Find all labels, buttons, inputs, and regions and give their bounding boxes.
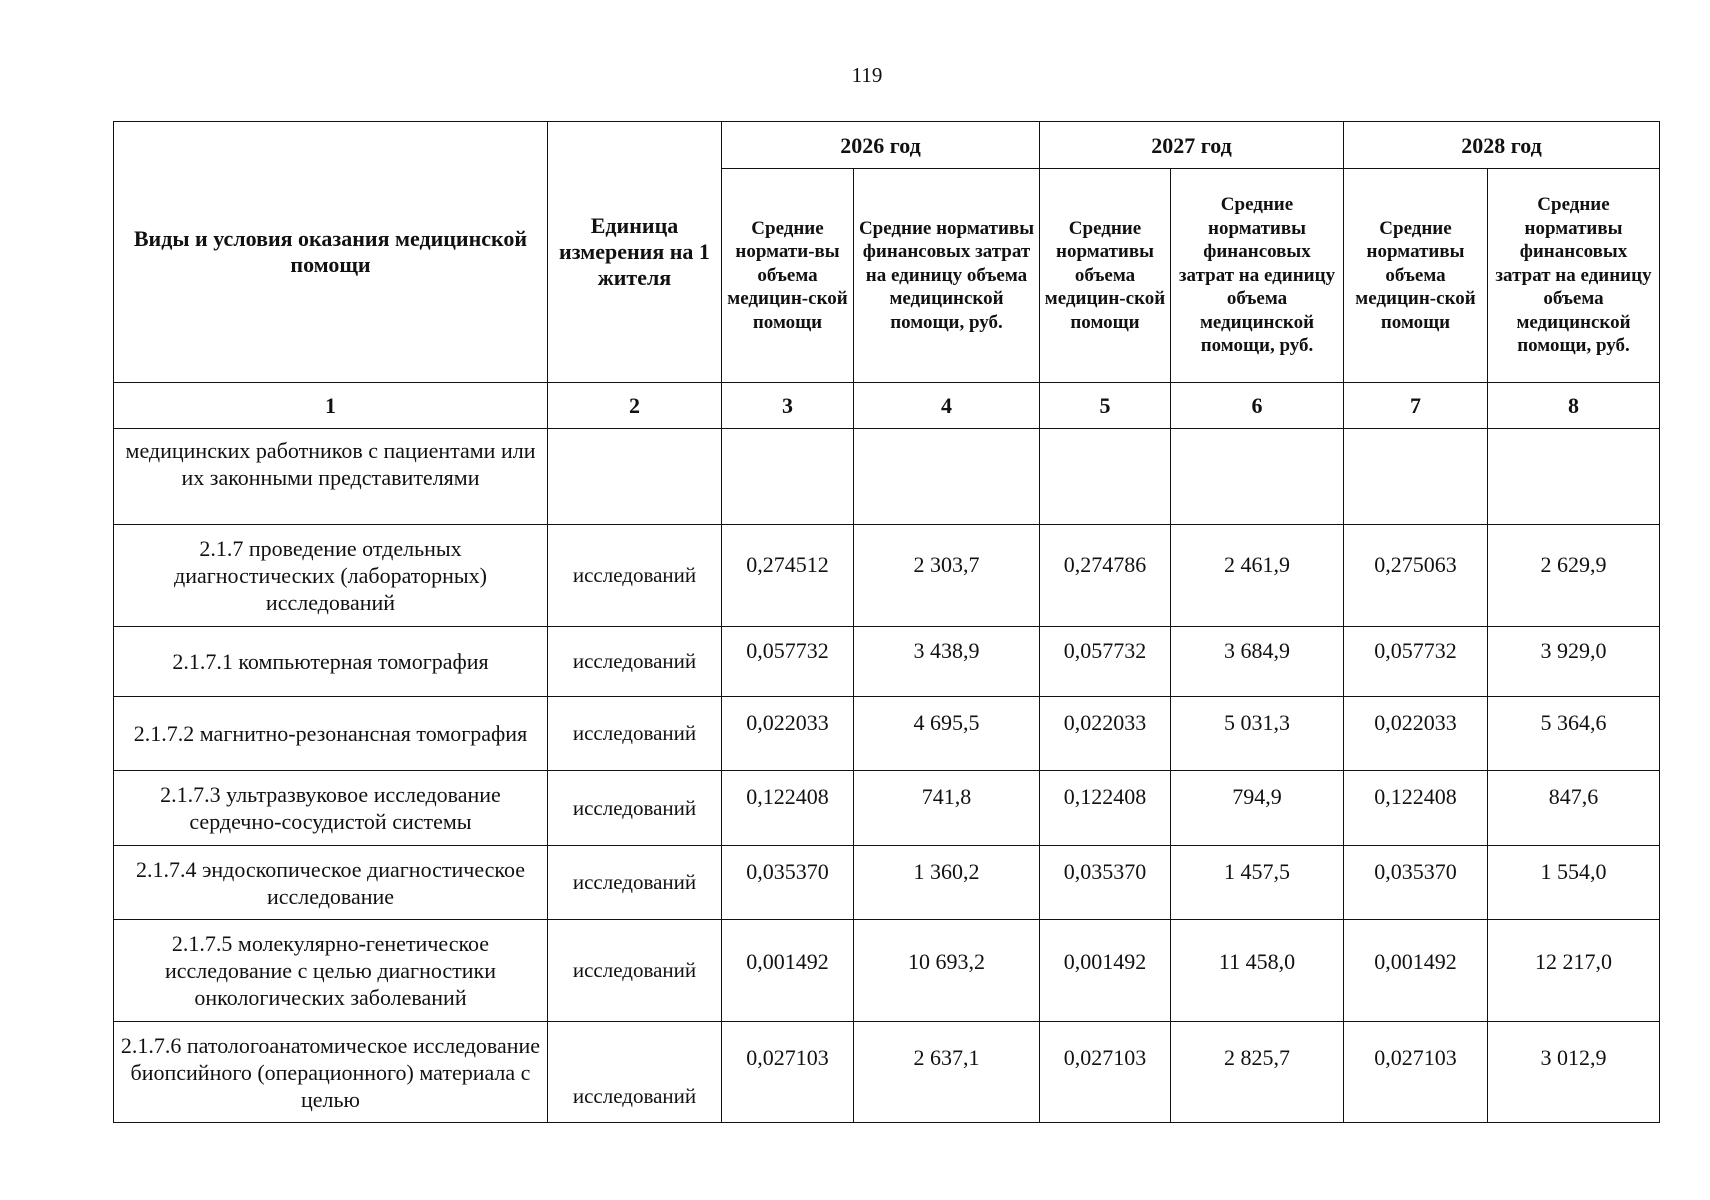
cell-volume-2028: 0,122408 [1344, 771, 1488, 846]
column-number: 5 [1040, 383, 1171, 429]
cell-cost-2028: 847,6 [1488, 771, 1660, 846]
cell-cost-2028: 12 217,0 [1488, 920, 1660, 1022]
row-label: 2.1.7 проведение отдельных диагностических (лабораторных) исследований [114, 525, 548, 627]
row-unit [548, 429, 722, 525]
cell-volume-2026: 0,274512 [722, 525, 854, 627]
header-kind: Виды и условия оказания медицинской помощи [114, 122, 548, 383]
table-row [114, 697, 1660, 771]
cell-cost-2027: 2 825,7 [1171, 1022, 1344, 1123]
table-row [114, 846, 1660, 920]
header-year-2027: 2027 год [1040, 122, 1344, 169]
cell-volume-2026: 0,027103 [722, 1022, 854, 1123]
cell-volume-2028: 0,027103 [1344, 1022, 1488, 1123]
cell-volume-2028: 0,275063 [1344, 525, 1488, 627]
cell-cost-2026: 741,8 [854, 771, 1040, 846]
cell-volume-2026: 0,122408 [722, 771, 854, 846]
cell-cost-2028 [1488, 429, 1660, 525]
row-label: 2.1.7.5 молекулярно-генетическое исследование с целью диагностики онкологических заболеваний [114, 920, 548, 1022]
cell-cost-2026: 3 438,9 [854, 627, 1040, 697]
cell-volume-2028: 0,057732 [1344, 627, 1488, 697]
header-cost-2026: Средние нормативы финансовых затрат на единицу объема медицинской помощи, руб. [854, 169, 1040, 383]
table-row [114, 920, 1660, 1022]
row-label: 2.1.7.1 компьютерная томография [114, 627, 548, 697]
cell-volume-2028: 0,035370 [1344, 846, 1488, 920]
cell-volume-2028: 0,001492 [1344, 920, 1488, 1022]
table-row [114, 627, 1660, 697]
cell-volume-2027: 0,035370 [1040, 846, 1171, 920]
column-number-row [114, 383, 1660, 429]
row-label: 2.1.7.2 магнитно-резонансная томография [114, 697, 548, 771]
table-row [114, 771, 1660, 846]
table-row [114, 525, 1660, 627]
cell-cost-2028: 5 364,6 [1488, 697, 1660, 771]
column-number: 3 [722, 383, 854, 429]
cell-cost-2026: 10 693,2 [854, 920, 1040, 1022]
cell-cost-2027: 3 684,9 [1171, 627, 1344, 697]
cell-cost-2027: 794,9 [1171, 771, 1344, 846]
cell-cost-2027: 2 461,9 [1171, 525, 1344, 627]
row-unit: исследований [548, 697, 722, 771]
header-row-years [114, 122, 1660, 169]
row-unit: исследований [548, 525, 722, 627]
cell-volume-2027: 0,274786 [1040, 525, 1171, 627]
column-number: 4 [854, 383, 1040, 429]
column-number: 1 [114, 383, 548, 429]
cell-cost-2027: 5 031,3 [1171, 697, 1344, 771]
cell-volume-2026: 0,001492 [722, 920, 854, 1022]
row-unit: исследований [548, 1022, 722, 1123]
cell-cost-2027: 11 458,0 [1171, 920, 1344, 1022]
header-cost-2027: Средние нормативы финансовых затрат на единицу объема медицинской помощи, руб. [1171, 169, 1344, 383]
cell-volume-2026: 0,057732 [722, 627, 854, 697]
cell-volume-2028: 0,022033 [1344, 697, 1488, 771]
row-label: 2.1.7.4 эндоскопическое диагностическое исследование [114, 846, 548, 920]
column-number: 7 [1344, 383, 1488, 429]
cell-cost-2026: 2 637,1 [854, 1022, 1040, 1123]
row-unit: исследований [548, 920, 722, 1022]
header-year-2026: 2026 год [722, 122, 1040, 169]
cell-volume-2027 [1040, 429, 1171, 525]
cell-volume-2027: 0,057732 [1040, 627, 1171, 697]
header-year-2028: 2028 год [1344, 122, 1660, 169]
row-label: медицинских работников с пациентами или их законными представителями [114, 429, 548, 525]
row-label: 2.1.7.6 патологоанатомическое исследование биопсийного (операционного) материала с целью [114, 1022, 548, 1123]
cell-volume-2027: 0,001492 [1040, 920, 1171, 1022]
header-unit: Единица измерения на 1 жителя [548, 122, 722, 383]
table-row [114, 1022, 1660, 1123]
cell-cost-2026: 1 360,2 [854, 846, 1040, 920]
header-cost-2028: Средние нормативы финансовых затрат на единицу объема медицинской помощи, руб. [1488, 169, 1660, 383]
column-number: 6 [1171, 383, 1344, 429]
cell-volume-2027: 0,027103 [1040, 1022, 1171, 1123]
cell-cost-2027: 1 457,5 [1171, 846, 1344, 920]
cell-cost-2027 [1171, 429, 1344, 525]
column-number: 8 [1488, 383, 1660, 429]
header-volume-2028: Средние нормативы объема медицин-ской помощи [1344, 169, 1488, 383]
column-number: 2 [548, 383, 722, 429]
row-unit: исследований [548, 771, 722, 846]
table-row [114, 429, 1660, 525]
row-unit: исследований [548, 627, 722, 697]
cell-cost-2026 [854, 429, 1040, 525]
header-volume-2026: Средние нормати-вы объема медицин-ской помощи [722, 169, 854, 383]
cell-cost-2028: 3 929,0 [1488, 627, 1660, 697]
page-number: 119 [851, 63, 883, 87]
row-unit: исследований [548, 846, 722, 920]
cell-cost-2026: 2 303,7 [854, 525, 1040, 627]
cell-cost-2028: 3 012,9 [1488, 1022, 1660, 1123]
cell-volume-2027: 0,122408 [1040, 771, 1171, 846]
cell-volume-2028 [1344, 429, 1488, 525]
header-volume-2027: Средние нормативы объема медицин-ской помощи [1040, 169, 1171, 383]
cell-cost-2028: 2 629,9 [1488, 525, 1660, 627]
normatives-table [113, 121, 1660, 1123]
row-label: 2.1.7.3 ультразвуковое исследование сердечно-сосудистой системы [114, 771, 548, 846]
cell-volume-2026: 0,035370 [722, 846, 854, 920]
cell-volume-2026 [722, 429, 854, 525]
cell-cost-2026: 4 695,5 [854, 697, 1040, 771]
cell-volume-2026: 0,022033 [722, 697, 854, 771]
cell-volume-2027: 0,022033 [1040, 697, 1171, 771]
cell-cost-2028: 1 554,0 [1488, 846, 1660, 920]
